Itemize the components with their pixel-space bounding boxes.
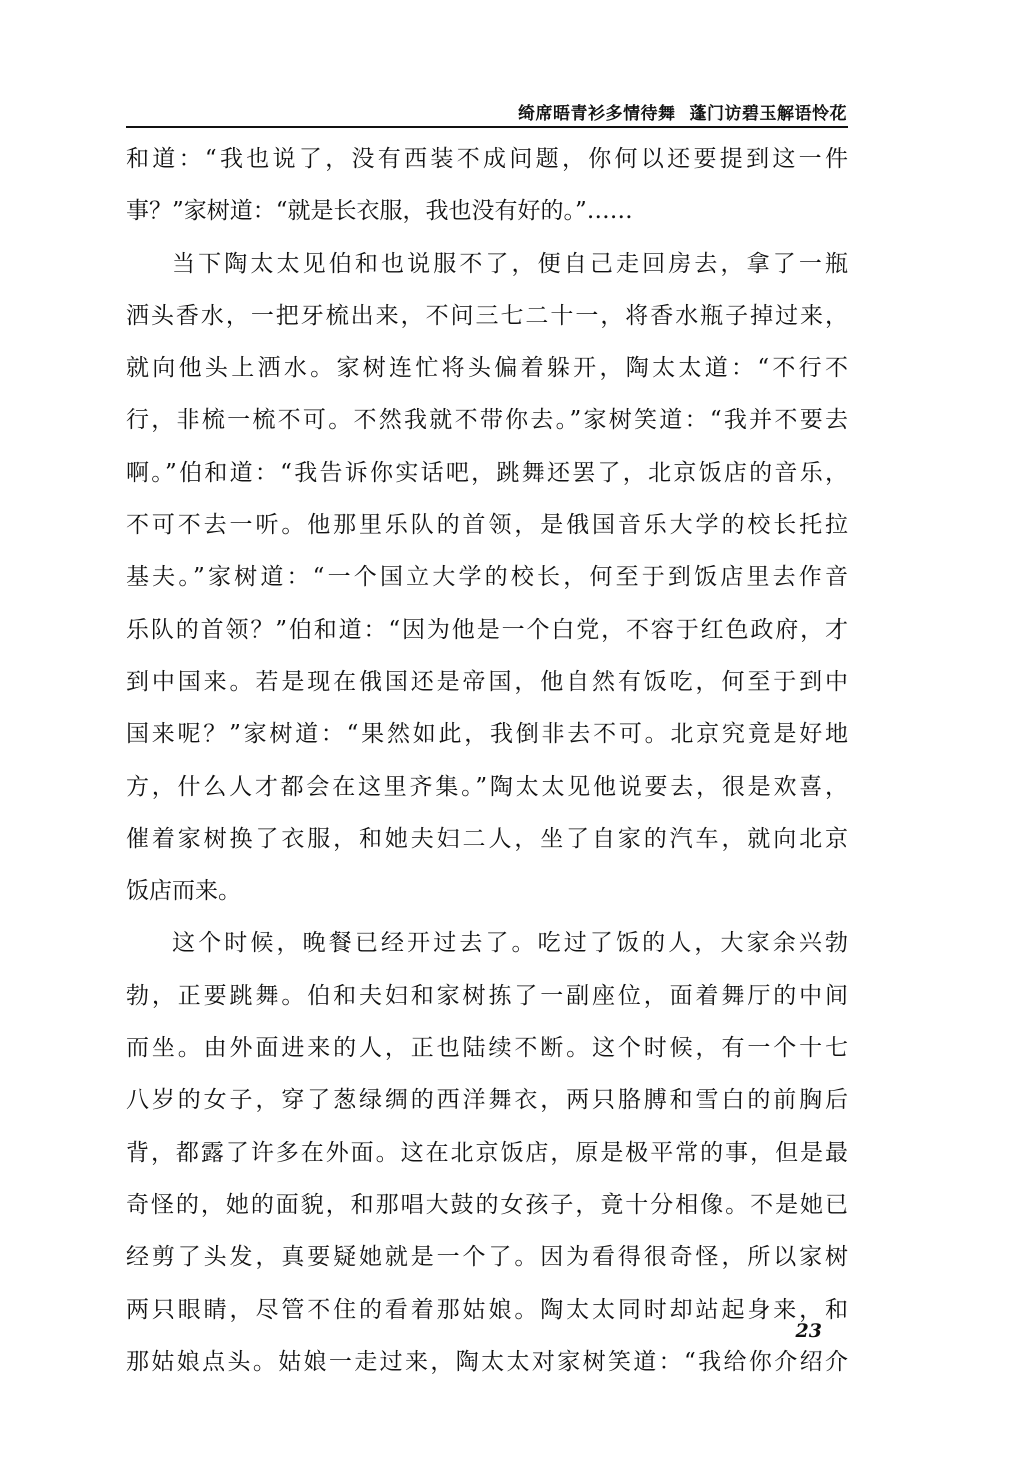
text-line: 方，什么人才都会在这里齐集。”陶太太见他说要去，很是欢喜， [126,773,848,800]
text-line: 奇怪的，她的面貌，和那唱大鼓的女孩子，竟十分相像。不是她已 [126,1191,848,1218]
text-line: 国来呢？”家树道：“果然如此，我倒非去不可。北京究竟是好地 [126,721,848,748]
text-line: 催着家树换了衣服，和她夫妇二人，坐了自家的汽车，就向北京 [126,825,848,852]
running-head-left: 绮席晤青衫多情待舞 [518,104,676,124]
running-head-right: 蓬门访碧玉解语怜花 [689,104,847,124]
text-line: 啊。”伯和道：“我告诉你实话吧，跳舞还罢了，北京饭店的音乐， [126,459,848,486]
paragraph-first-line: 这个时候，晚餐已经开过去了。吃过了饭的人，大家余兴勃 [172,930,848,957]
text-line: 那姑娘点头。姑娘一走过来，陶太太对家树笑道：“我给你介绍介 [126,1348,848,1375]
paragraph-first-line: 当下陶太太见伯和也说服不了，便自己走回房去，拿了一瓶 [172,250,848,277]
text-line: 经剪了头发，真要疑她就是一个了。因为看得很奇怪，所以家树 [126,1244,848,1271]
text-line: 两只眼睛，尽管不住的看着那姑娘。陶太太同时却站起身来，和 [126,1296,848,1323]
text-line: 八岁的女子，穿了葱绿绸的西洋舞衣，两只胳膊和雪白的前胸后 [126,1087,848,1114]
text-line: 行，非梳一梳不可。不然我就不带你去。”家树笑道：“我并不要去 [126,407,848,434]
text-line: 到中国来。若是现在俄国还是帝国，他自然有饭吃，何至于到中 [126,668,848,695]
running-head [518,99,847,124]
text-line: 不可不去一听。他那里乐队的首领，是俄国音乐大学的校长托拉 [126,512,848,539]
text-line: 勃，正要跳舞。伯和夫妇和家树拣了一副座位，面着舞厅的中间 [126,982,848,1009]
header-rule [126,126,848,128]
body-text [126,133,848,1388]
text-line: 和道：“我也说了，没有西装不成问题，你何以还要提到这一件 [126,146,848,172]
text-line: 就向他头上洒水。家树连忙将头偏着躲开，陶太太道：“不行不 [126,355,848,382]
text-line: 乐队的首领？”伯和道：“因为他是一个白党，不容于红色政府，才 [126,616,848,643]
text-line: 而坐。由外面进来的人，正也陆续不断。这个时候，有一个十七 [126,1035,848,1062]
text-line: 背，都露了许多在外面。这在北京饭店，原是极平常的事，但是最 [126,1139,848,1166]
text-line: 洒头香水，一把牙梳出来，不问三七二十一，将香水瓶子掉过来， [126,302,848,329]
text-line: 基夫。”家树道：“一个国立大学的校长，何至于到饭店里去作音 [126,564,848,591]
text-line: 事？”家树道：“就是长衣服，我也没有好的。”…… [126,198,633,225]
text-line: 饭店而来。 [126,878,241,905]
page-number: 23 [795,1320,822,1342]
